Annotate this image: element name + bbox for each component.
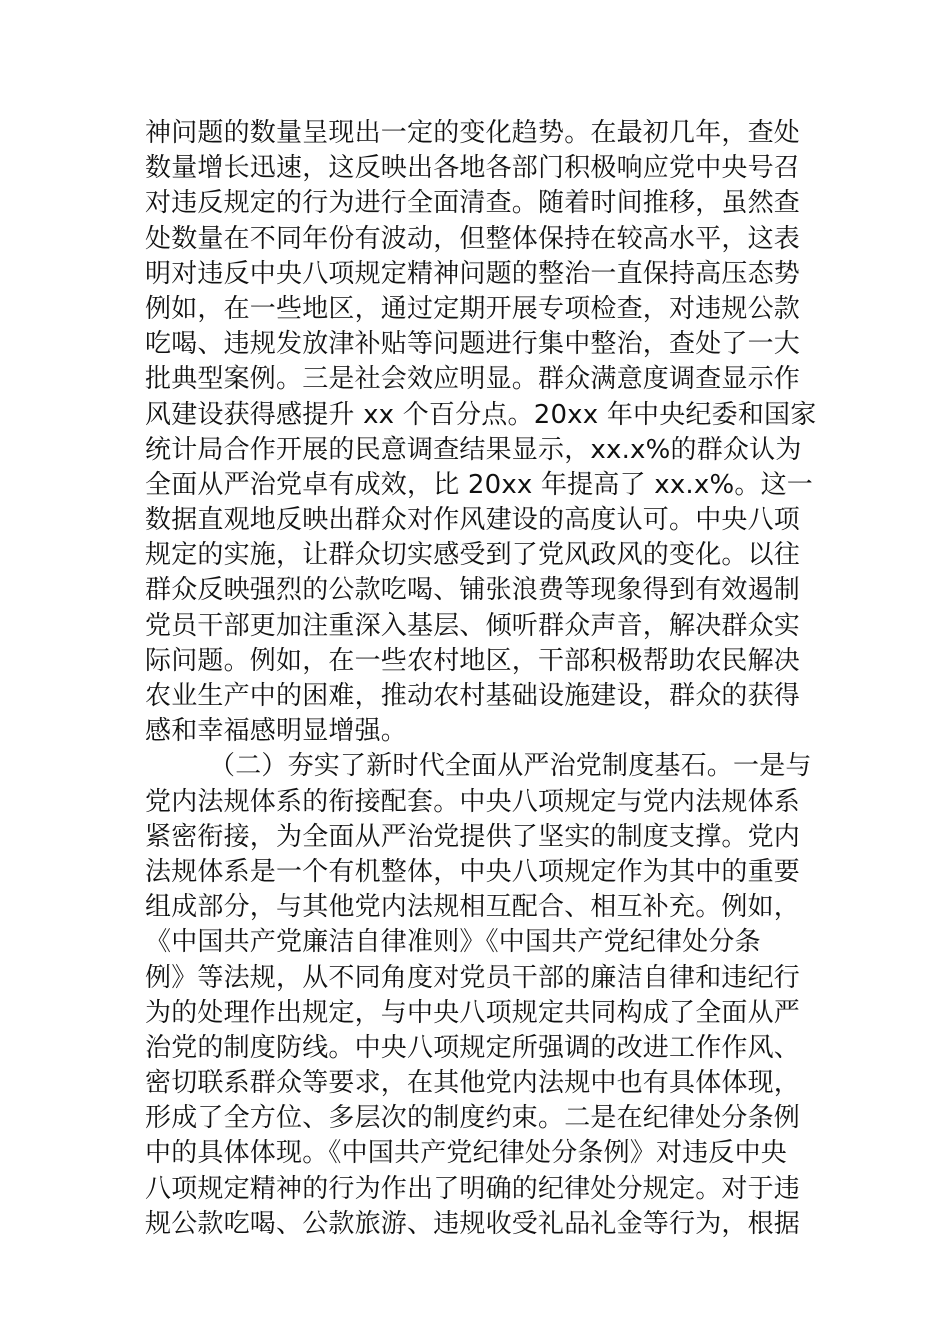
text-line: 党员干部更加注重深入基层、倾听群众声音，解决群众实 — [145, 610, 801, 641]
text-line: 数据直观地反映出群众对作风建设的高度认可。中央八项 — [145, 505, 801, 536]
text-line: 紧密衔接，为全面从严治党提供了坚实的制度支撑。党内 — [145, 821, 801, 852]
text-line: 明对违反中央八项规定精神问题的整治一直保持高压态势 — [145, 258, 801, 289]
text-line: 际问题。例如，在一些农村地区，干部积极帮助农民解决 — [145, 645, 801, 676]
text-line: 批典型案例。三是社会效应明显。群众满意度调查显示作 — [145, 364, 801, 395]
text-line: 密切联系群众等要求，在其他党内法规中也有具体体现， — [145, 1068, 801, 1099]
text-line: 形成了全方位、多层次的制度约束。二是在纪律处分条例 — [145, 1103, 801, 1134]
text-line: 八项规定精神的行为作出了明确的纪律处分规定。对于违 — [145, 1173, 801, 1204]
text-line: 例如，在一些地区，通过定期开展专项检查，对违规公款 — [145, 293, 801, 324]
text-line: 吃喝、违规发放津补贴等问题进行集中整治，查处了一大 — [145, 329, 801, 360]
text-line: 为的处理作出规定，与中央八项规定共同构成了全面从严 — [145, 997, 801, 1028]
text-line: 风建设获得感提升 xx 个百分点。20xx 年中央纪委和国家 — [145, 399, 817, 430]
section-heading-line: （二）夯实了新时代全面从严治党制度基石。一是与 — [209, 751, 812, 782]
text-line: 规定的实施，让群众切实感受到了党风政风的变化。以往 — [145, 540, 801, 571]
text-line: 组成部分，与其他党内法规相互配合、相互补充。例如， — [145, 892, 801, 923]
text-line: 神问题的数量呈现出一定的变化趋势。在最初几年，查处 — [145, 118, 801, 148]
text-line: 《中国共产党廉洁自律准则》《中国共产党纪律处分条 — [145, 927, 761, 958]
text-line: 党内法规体系的衔接配套。中央八项规定与党内法规体系 — [145, 786, 801, 817]
text-line: 处数量在不同年份有波动，但整体保持在较高水平，这表 — [145, 223, 801, 254]
text-line: 统计局合作开展的民意调查结果显示，xx.x%的群众认为 — [145, 434, 802, 465]
body-text — [145, 116, 825, 1242]
text-line: 对违反规定的行为进行全面清查。随着时间推移，虽然查 — [145, 188, 801, 219]
text-line: 规公款吃喝、公款旅游、违规收受礼品礼金等行为，根据 — [145, 1208, 801, 1239]
text-line: 全面从严治党卓有成效，比 20xx 年提高了 xx.x%。这一 — [145, 469, 813, 500]
text-line: 农业生产中的困难，推动农村基础设施建设，群众的获得 — [145, 681, 801, 711]
text-line: 感和幸福感明显增强。 — [145, 716, 408, 747]
text-line: 治党的制度防线。中央八项规定所强调的改进工作作风、 — [145, 1032, 801, 1063]
text-line: 例》等法规，从不同角度对党员干部的廉洁自律和违纪行 — [145, 962, 801, 993]
text-line: 中的具体体现。《中国共产党纪律处分条例》对违反中央 — [145, 1138, 788, 1169]
text-line: 群众反映强烈的公款吃喝、铺张浪费等现象得到有效遏制 — [145, 575, 801, 606]
text-line: 数量增长迅速，这反映出各地各部门积极响应党中央号召 — [145, 153, 801, 184]
text-line: 法规体系是一个有机整体，中央八项规定作为其中的重要 — [145, 856, 801, 887]
